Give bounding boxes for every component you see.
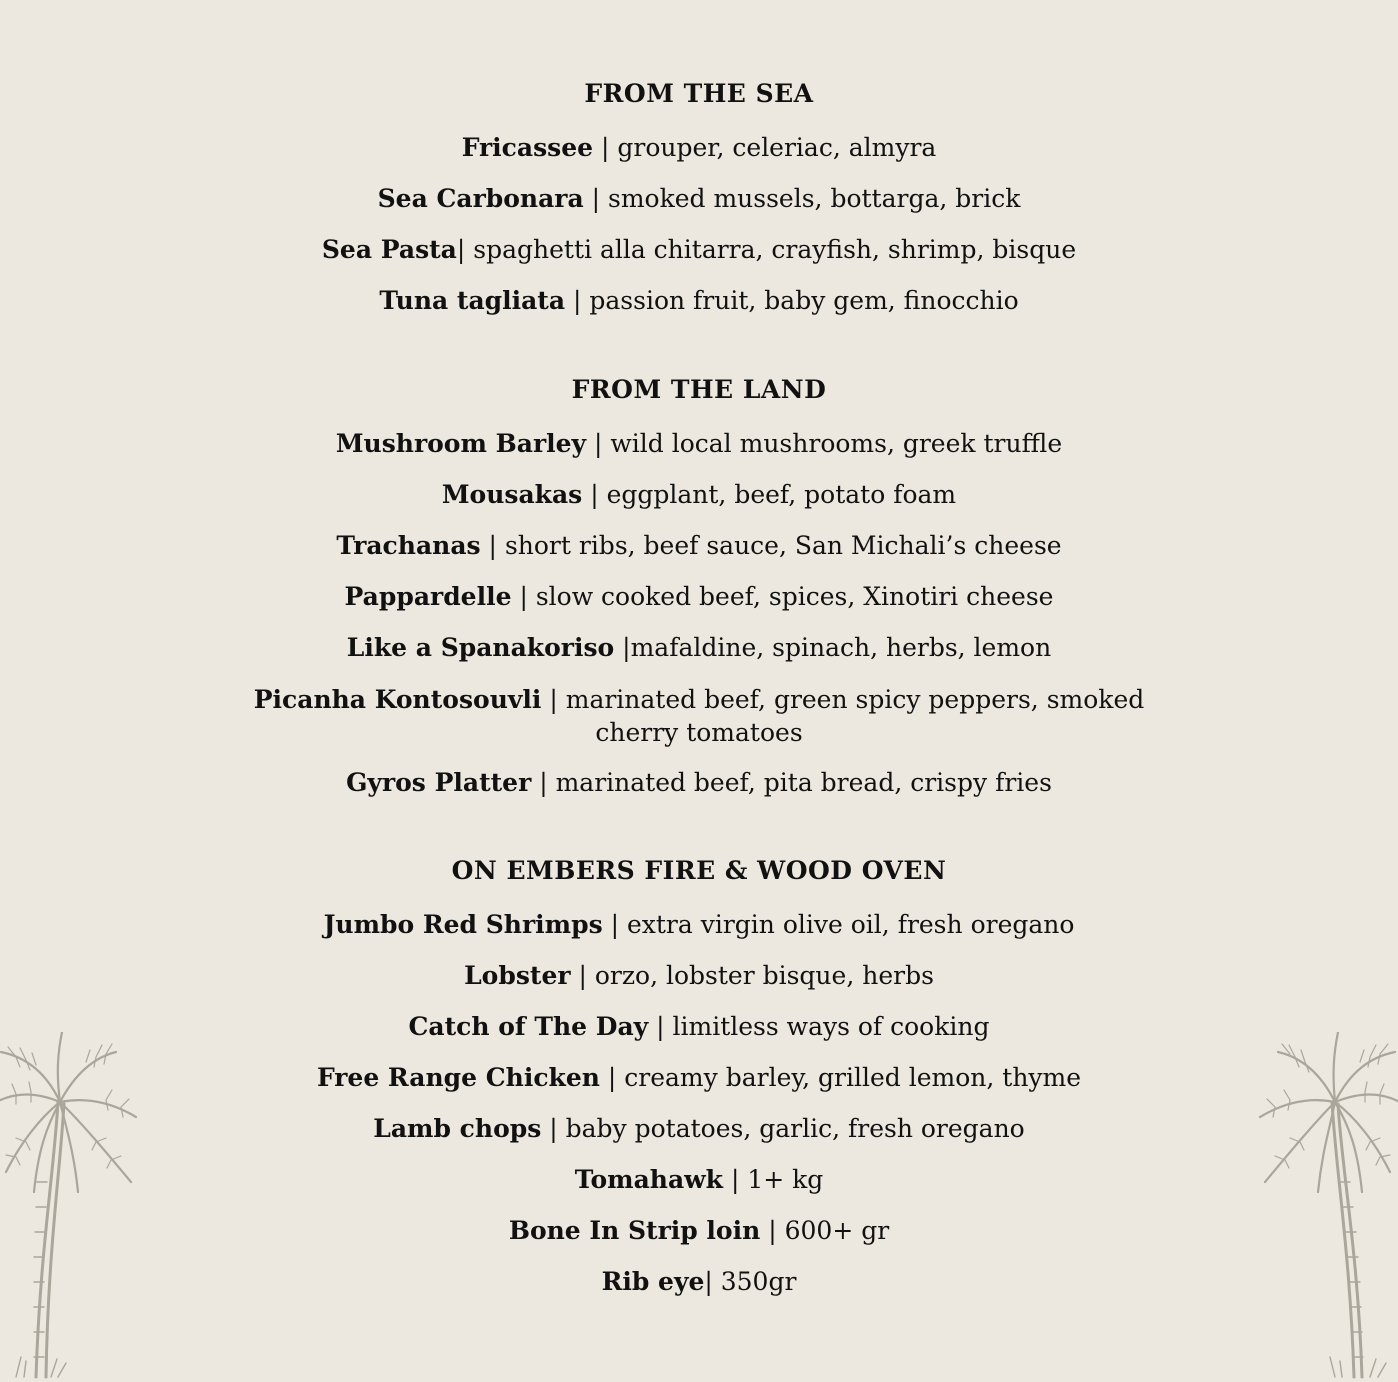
item-name: Lobster xyxy=(464,961,571,990)
menu-item xyxy=(200,478,1198,511)
item-separator: | xyxy=(760,1216,785,1245)
item-separator: | xyxy=(593,133,618,162)
menu-item xyxy=(200,1010,1198,1043)
item-description: spaghetti alla chitarra, crayfish, shrimp, bisque xyxy=(473,235,1077,264)
menu-item xyxy=(200,529,1198,562)
menu-item xyxy=(200,1214,1198,1247)
item-description: slow cooked beef, spices, Xinotiri cheese xyxy=(535,582,1054,611)
section-title-embers: ON EMBERS FIRE & WOOD OVEN xyxy=(451,856,947,885)
item-name: Mushroom Barley xyxy=(335,429,587,458)
item-description: mafaldine, spinach, herbs, lemon xyxy=(630,633,1052,662)
item-name: Trachanas xyxy=(336,531,481,560)
item-name: Rib eye xyxy=(601,1267,705,1296)
palm-tree-icon xyxy=(1250,1032,1398,1382)
item-separator: | xyxy=(456,235,474,264)
item-description: baby potatoes, garlic, fresh oregano xyxy=(565,1114,1025,1143)
item-name: Picanha Kontosouvli xyxy=(253,685,542,714)
item-name: Bone In Strip loin xyxy=(508,1216,761,1245)
item-name: Jumbo Red Shrimps xyxy=(323,910,603,939)
item-separator: | xyxy=(480,531,505,560)
item-separator: | xyxy=(541,1114,566,1143)
menu-item xyxy=(230,683,1168,749)
item-description: 350gr xyxy=(720,1267,797,1296)
item-description: grouper, celeriac, almyra xyxy=(617,133,937,162)
item-name: Tuna tagliata xyxy=(379,286,566,315)
item-separator: | xyxy=(583,184,608,213)
item-name: Free Range Chicken xyxy=(316,1063,600,1092)
item-name: Tomahawk xyxy=(574,1165,723,1194)
item-name: Mousakas xyxy=(441,480,583,509)
item-description: marinated beef, green spicy peppers, smoked cherry tomatoes xyxy=(565,685,1145,747)
item-separator: | xyxy=(614,633,631,662)
item-separator: | xyxy=(602,910,627,939)
menu-item xyxy=(200,284,1198,317)
item-separator: | xyxy=(565,286,590,315)
item-description: 1+ kg xyxy=(747,1165,824,1194)
menu-item xyxy=(200,427,1198,460)
item-name: Pappardelle xyxy=(344,582,512,611)
menu-item xyxy=(200,1163,1198,1196)
menu-item xyxy=(200,1112,1198,1145)
item-name: Fricassee xyxy=(461,133,594,162)
menu-item xyxy=(200,631,1198,664)
item-separator: | xyxy=(570,961,595,990)
item-description: short ribs, beef sauce, San Michali’s cheese xyxy=(504,531,1062,560)
item-description: passion fruit, baby gem, finocchio xyxy=(589,286,1019,315)
menu-item xyxy=(200,1265,1198,1298)
menu-item xyxy=(200,233,1198,266)
item-separator: | xyxy=(723,1165,748,1194)
item-name: Like a Spanakoriso xyxy=(346,633,615,662)
menu-item xyxy=(200,131,1198,164)
item-description: wild local mushrooms, greek truffle xyxy=(610,429,1063,458)
item-separator: | xyxy=(541,685,566,714)
menu-item xyxy=(200,1061,1198,1094)
menu-item xyxy=(200,766,1198,799)
item-name: Gyros Platter xyxy=(346,768,532,797)
item-description: marinated beef, pita bread, crispy fries xyxy=(555,768,1052,797)
item-description: orzo, lobster bisque, herbs xyxy=(594,961,934,990)
section-title-sea: FROM THE SEA xyxy=(584,79,814,108)
palm-tree-icon xyxy=(0,1032,146,1382)
menu-item xyxy=(200,959,1198,992)
item-separator: | xyxy=(582,480,607,509)
item-separator: | xyxy=(511,582,536,611)
item-separator: | xyxy=(599,1063,625,1092)
item-name: Sea Pasta xyxy=(321,235,457,264)
item-description: limitless ways of cooking xyxy=(672,1012,990,1041)
item-description: eggplant, beef, potato foam xyxy=(606,480,957,509)
menu-item xyxy=(200,182,1198,215)
menu-item xyxy=(200,908,1198,941)
item-description: smoked mussels, bottarga, brick xyxy=(607,184,1021,213)
menu-item xyxy=(200,580,1198,613)
item-separator: | xyxy=(586,429,611,458)
item-name: Sea Carbonara xyxy=(377,184,584,213)
item-separator: | xyxy=(531,768,556,797)
item-description: extra virgin olive oil, fresh oregano xyxy=(626,910,1075,939)
section-title-land: FROM THE LAND xyxy=(571,375,827,404)
item-description: creamy barley, grilled lemon, thyme xyxy=(624,1063,1082,1092)
item-description: 600+ gr xyxy=(784,1216,890,1245)
item-separator: | xyxy=(648,1012,673,1041)
item-separator: | xyxy=(704,1267,721,1296)
item-name: Lamb chops xyxy=(373,1114,542,1143)
item-name: Catch of The Day xyxy=(408,1012,649,1041)
